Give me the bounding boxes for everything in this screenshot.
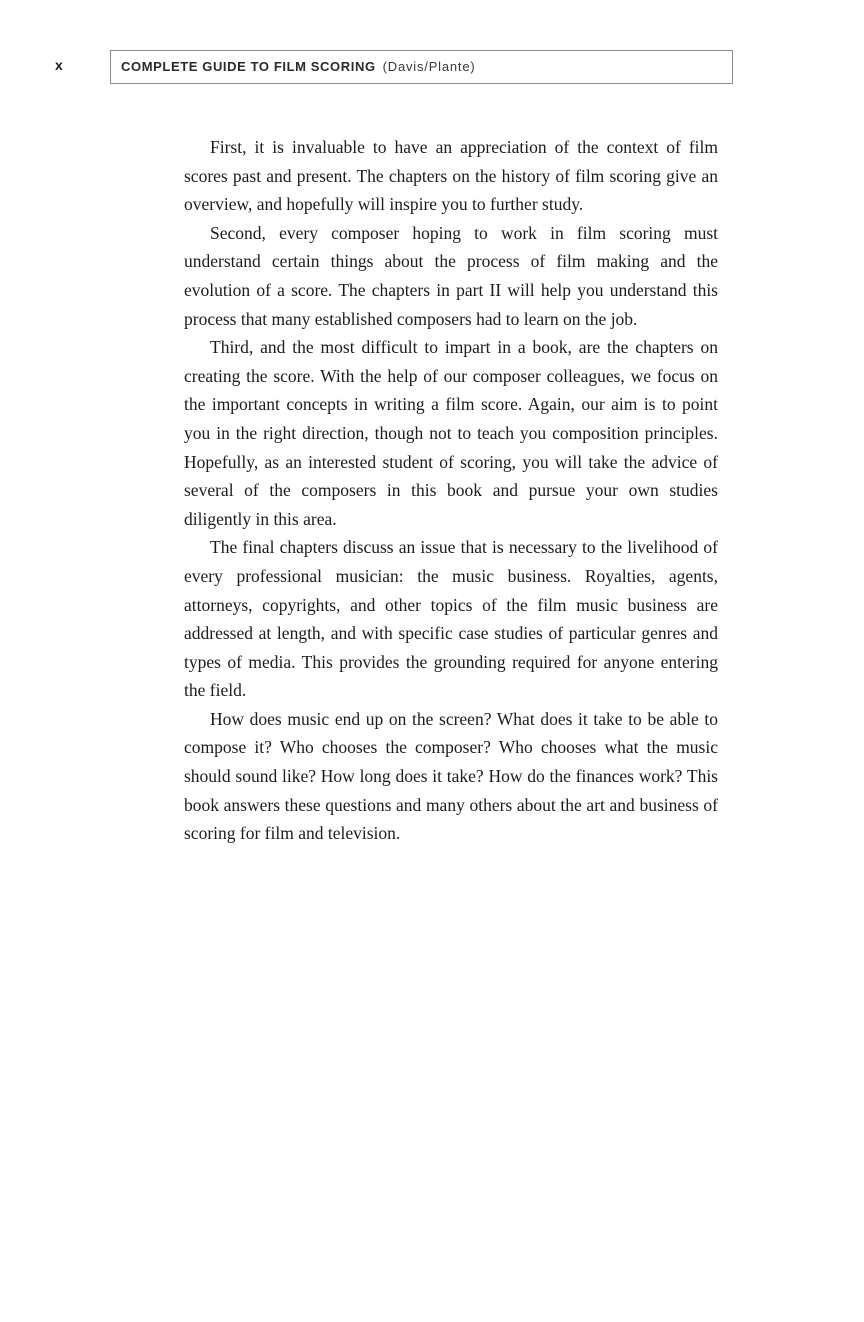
running-header	[0, 50, 864, 84]
book-title: COMPLETE GUIDE TO FILM SCORING	[121, 59, 376, 74]
header-title-box	[110, 50, 733, 84]
body-paragraph: Third, and the most difficult to impart in a book, are the chapters on creating the score. With the help of our composer colleagues, we focus on the important concepts in writing a film score. Again, our aim is to point you in the right direction, though not to teach you composition principles. Hopefully, as an interested student of scoring, you will take the advice of several of the composers in this book and pursue your own studies diligently in this area.	[184, 337, 718, 529]
body-text	[184, 133, 718, 848]
body-paragraph: First, it is invaluable to have an appreciation of the context of film scores past and present. The chapters on the history of film scoring give an overview, and hopefully will inspire you to further study.	[184, 137, 718, 215]
body-paragraph: Second, every composer hoping to work in film scoring must understand certain things about the process of film making and the evolution of a score. The chapters in part II will help you understand this process that many established composers had to learn on the job.	[184, 222, 718, 329]
body-paragraph: The final chapters discuss an issue that is necessary to the livelihood of every professional musician: the music business. Royalties, agents, attorneys, copyrights, and other topics of the film music business are addressed at length, and with specific case studies of particular genres and types of media. This provides the grounding required for anyone entering the field.	[184, 537, 718, 701]
book-authors: (Davis/Plante)	[382, 59, 476, 74]
body-paragraph: How does music end up on the screen? What does it take to be able to compose it? Who chooses the composer? Who chooses what the music should sound like? How long does it take? How do the finances work? This book answers these questions and many others about the art and business of scoring for film and television.	[184, 708, 718, 844]
page-number: x	[55, 57, 63, 73]
